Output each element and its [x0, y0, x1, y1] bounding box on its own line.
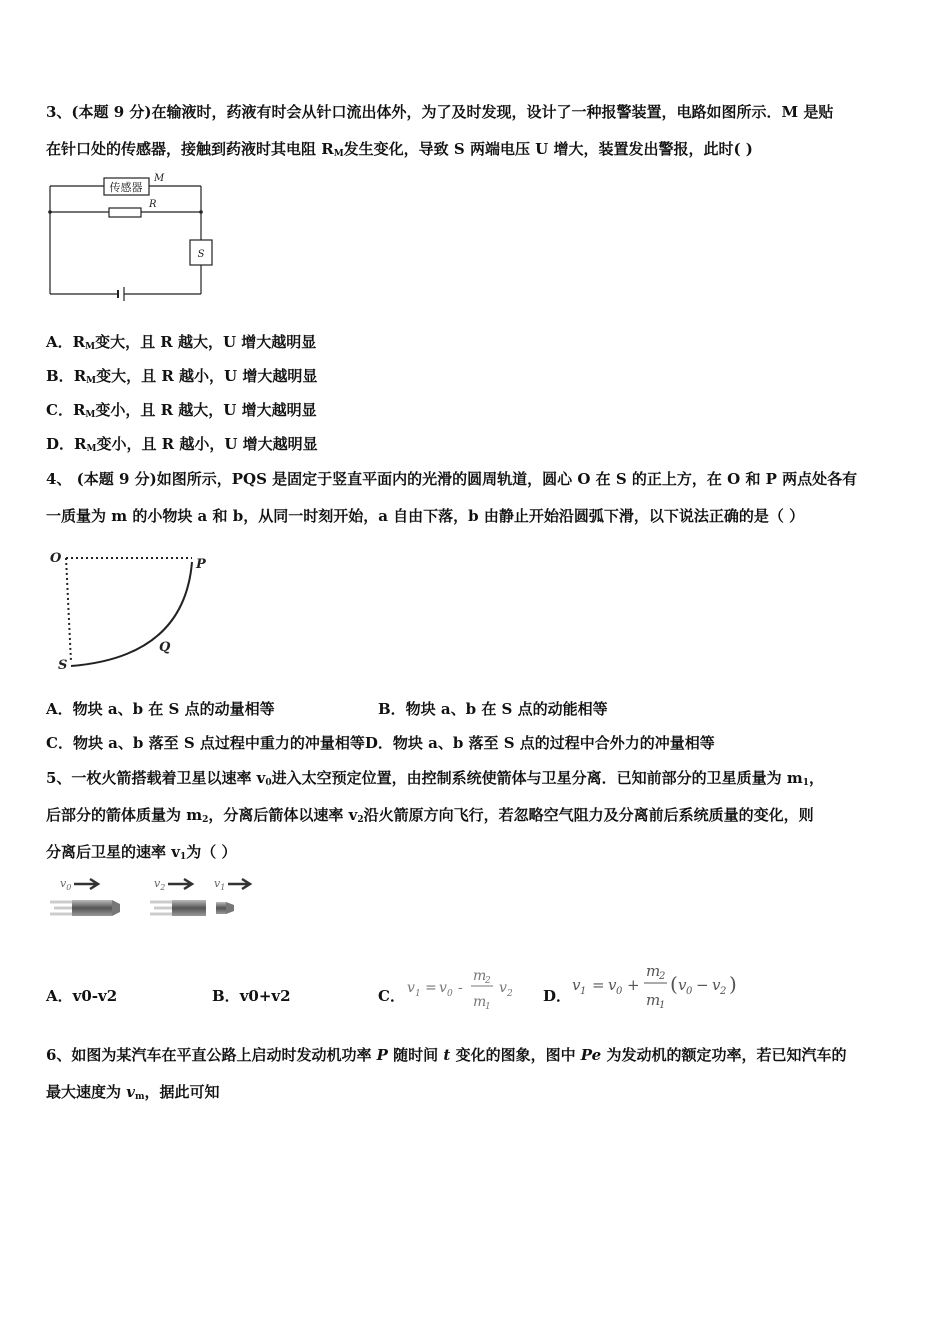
o-label: O [50, 551, 62, 566]
svg-text:2: 2 [507, 989, 513, 999]
svg-text:m: m [473, 968, 487, 984]
svg-text:1: 1 [580, 986, 587, 997]
q5-option-c[interactable] [378, 986, 405, 1006]
svg-text:v0 [60, 877, 71, 892]
svg-text:v2 [154, 877, 165, 892]
q6-line2-b: ，据此可知 [144, 1083, 220, 1101]
rocket-whole [50, 900, 120, 916]
q5-option-b-text: v0+v2 [239, 987, 291, 1005]
q3-option-a-sub: M [85, 342, 96, 352]
svg-text:1: 1 [659, 1000, 666, 1011]
q5-option-b-letter: B． [212, 987, 240, 1005]
q4-line1: 4、 (本题 9 分)如图所示，PQS 是固定于竖直平面内的光滑的圆周轨道，圆心 O 在 S 的正上方，在 O 和 P 两点处各有 [46, 470, 858, 488]
circuit-diagram [44, 170, 224, 305]
q3-option-b-text: 变大，且 R 越小，U 增大越明显 [96, 367, 318, 385]
svg-text:=: = [592, 976, 605, 994]
svg-text:m: m [646, 991, 661, 1009]
svg-text:2: 2 [485, 976, 491, 986]
q3-option-b-letter: B． [46, 367, 74, 385]
q5-line2-sub2: 2 [202, 815, 209, 825]
q3-option-b[interactable] [46, 366, 317, 391]
q5-option-c-letter: C． [378, 987, 405, 1005]
q5-line1-c: ， [809, 769, 825, 787]
q4-option-a[interactable]: A．物块 a、b 在 S 点的动量相等 [46, 700, 275, 718]
q5-line1-sub1: 1 [802, 778, 810, 788]
q5-option-b[interactable] [212, 986, 291, 1006]
q3-option-d-sub: M [86, 444, 97, 454]
q5-line1-sub0: 0 [265, 778, 272, 788]
q3-option-d[interactable] [46, 434, 318, 459]
q-label: Q [159, 640, 171, 655]
svg-text:m: m [473, 994, 487, 1010]
v2-sub: 2 [160, 883, 166, 892]
formula-d [570, 960, 745, 1014]
s-point-label: S [58, 658, 68, 673]
q3-option-a[interactable] [46, 332, 316, 357]
v2-label: v [154, 877, 161, 890]
q6-line1 [46, 1045, 846, 1065]
q3-line2 [46, 139, 753, 164]
q5-option-a[interactable] [46, 986, 117, 1006]
q5-line2-b: ，分离后箭体以速率 v [208, 806, 358, 824]
v1-label: v [214, 877, 221, 890]
svg-text:2: 2 [720, 986, 727, 997]
q6-line1-t: t [443, 1046, 451, 1064]
svg-text:1: 1 [485, 1002, 491, 1012]
svg-text:v: v [608, 976, 617, 994]
q5-line3 [46, 842, 236, 867]
q3-option-c[interactable] [46, 400, 317, 425]
sensor-label: 传感器 [109, 181, 143, 194]
q6-line1-d: 为发动机的额定功率，若已知汽车的 [601, 1046, 847, 1064]
q3-option-d-text: 变小，且 R 越小，U 增大越明显 [96, 435, 318, 453]
q3-option-a-text: 变大，且 R 越大，U 增大越明显 [95, 333, 317, 351]
q3-option-c-letter: C． [46, 401, 73, 419]
q3-option-a-letter: A． [46, 333, 73, 351]
q3-option-c-r: R [72, 401, 86, 419]
svg-text:v: v [499, 980, 507, 996]
svg-text:-: - [458, 980, 463, 996]
v1-sub: 1 [220, 883, 226, 892]
q5-line1-b: 进入太空预定位置，由控制系统使箭体与卫星分离．已知前部分的卫星质量为 m [271, 769, 803, 787]
svg-text:0: 0 [616, 986, 623, 997]
q6-line1-c: 变化的图象，图中 [450, 1046, 581, 1064]
q5-option-a-text: v0-v2 [72, 987, 118, 1005]
q4-option-b[interactable]: B．物块 a、b 在 S 点的动能相等 [378, 700, 608, 718]
svg-text:v: v [407, 980, 415, 996]
svg-text:+: + [627, 976, 640, 994]
svg-text:(: ( [670, 972, 678, 996]
q5-line1 [46, 768, 824, 793]
rocket-separated [150, 900, 234, 916]
q6-line1-pe: Pe [580, 1046, 602, 1064]
svg-text:): ) [729, 972, 737, 996]
q3-option-b-r: R [73, 367, 87, 385]
svg-text:0: 0 [447, 989, 453, 999]
q6-line2-v: v [126, 1083, 135, 1101]
q3-line2-a: 在针口处的传感器，接触到药液时其电阻 R [46, 140, 334, 158]
svg-text:2: 2 [659, 971, 666, 982]
q5-line3-b: 为（ ） [186, 843, 237, 861]
svg-text:m: m [646, 962, 661, 980]
q4-option-cd[interactable]: C．物块 a、b 落至 S 点过程中重力的冲量相等D．物块 a、b 落至 S 点的过程中合外力的冲量相等 [46, 734, 715, 752]
svg-text:1: 1 [415, 989, 421, 999]
q3-option-a-r: R [72, 333, 86, 351]
q6-line1-b: 随时间 [387, 1046, 444, 1064]
r-label: R [149, 199, 157, 210]
q5-line2-c: 沿火箭原方向飞行，若忽略空气阻力及分离前后系统质量的变化，则 [363, 806, 814, 824]
q6-line2-a: 最大速度为 [46, 1083, 127, 1101]
rocket-separation-diagram [44, 873, 259, 925]
q3-option-c-sub: M [85, 410, 96, 420]
v0-sub: 0 [66, 883, 72, 892]
q5-option-a-letter: A． [46, 987, 73, 1005]
svg-text:v: v [572, 976, 581, 994]
s-label: S [197, 249, 205, 260]
q4-line2: 一质量为 m 的小物块 a 和 b，从同一时刻开始，a 自由下落，b 由静止开始沿圆弧下滑，以下说法正确的是（ ） [46, 507, 805, 525]
q5-line2 [46, 805, 814, 830]
q5-line3-a: 分离后卫星的速率 v [46, 843, 180, 861]
q3-option-b-sub: M [86, 376, 97, 386]
q6-line2 [46, 1082, 220, 1107]
q3-line2-sub: M [333, 149, 344, 159]
q6-line1-p: P [376, 1046, 388, 1064]
svg-text:v: v [712, 976, 721, 994]
formula-c [405, 966, 525, 1014]
q5-line2-sub3: 2 [357, 815, 364, 825]
q5-line3-sub: 1 [179, 852, 187, 862]
svg-text:=: = [425, 980, 437, 996]
q3-option-d-letter: D． [46, 435, 75, 453]
p-label: P [196, 557, 206, 572]
svg-text:v: v [678, 976, 687, 994]
svg-text:v1 [214, 877, 225, 892]
v0-label: v [60, 877, 67, 890]
q5-option-d[interactable] [543, 986, 571, 1006]
svg-text:0: 0 [686, 986, 693, 997]
q3-line2-b: 发生变化，导致 S 两端电压 U 增大，装置发出警报，此时( ) [343, 140, 753, 158]
m-label: M [154, 173, 165, 184]
q5-line1-a: 5、一枚火箭搭载着卫星以速率 v [46, 769, 266, 787]
q6-line2-sub: m [134, 1092, 145, 1102]
circular-track-diagram [44, 545, 214, 675]
q3-line1: 3、(本题 9 分)在输液时，药液有时会从针口流出体外，为了及时发现，设计了一种报警装置，电路如图所示．M 是贴 [46, 103, 834, 121]
q5-option-d-letter: D． [543, 987, 572, 1005]
svg-text:−: − [696, 976, 709, 994]
svg-text:v: v [439, 980, 447, 996]
q3-option-c-text: 变小，且 R 越大，U 增大越明显 [95, 401, 317, 419]
q3-option-d-r: R [74, 435, 87, 453]
q5-line2-a: 后部分的箭体质量为 m [46, 806, 203, 824]
q6-line1-a: 6、如图为某汽车在平直公路上启动时发动机功率 [46, 1046, 377, 1064]
